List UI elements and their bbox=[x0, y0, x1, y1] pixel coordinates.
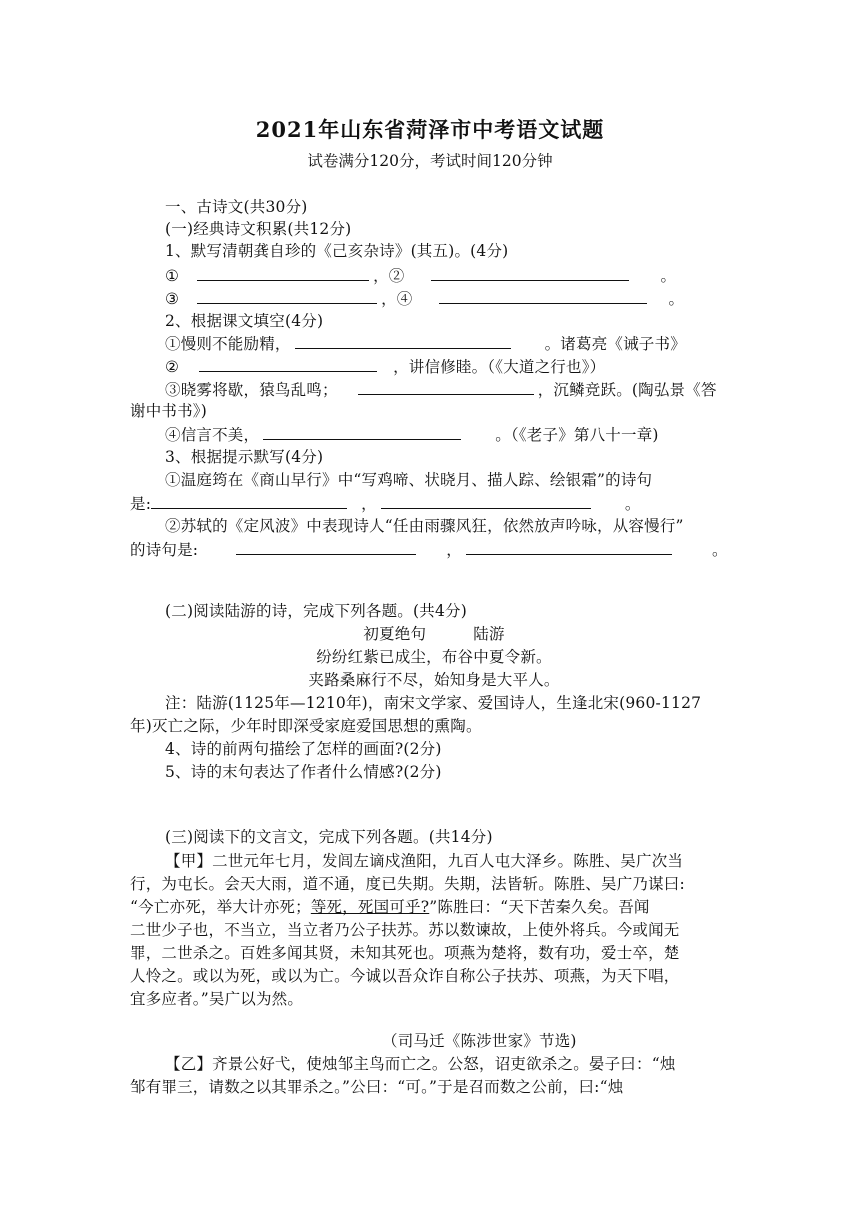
passage-jia-line-7: 宜多应者。”吴广以为然。 bbox=[130, 990, 304, 1008]
exam-subtitle: 试卷满分120分，考试时间120分钟 bbox=[307, 152, 553, 170]
answer-blank[interactable] bbox=[439, 287, 647, 304]
passage-yi-line-1: 【乙】齐景公好弋，使烛邹主鸟而亡之。公怒，诏吏欲杀之。晏子曰：“烛 bbox=[165, 1055, 676, 1073]
passage-jia-line-1: 【甲】二世元年七月，发闾左谪戍渔阳，九百人屯大泽乡。陈胜、吴广次当 bbox=[165, 852, 684, 870]
q2-item-2 bbox=[165, 355, 605, 378]
q1-marker-3: ③ bbox=[165, 290, 180, 308]
q2-item-1 bbox=[165, 332, 686, 355]
q3-item-1-period: 。 bbox=[624, 495, 641, 513]
q1-period-1: 。 bbox=[660, 267, 677, 285]
question-5: 5、诗的末句表达了作者什么情感?(2分) bbox=[165, 763, 442, 781]
q2-item-2-suffix: ，讲信修睦。（《大道之行也》） bbox=[393, 358, 606, 376]
q3-item-1-comma: ， bbox=[361, 495, 377, 513]
q2-item-4 bbox=[165, 423, 659, 446]
answer-blank[interactable] bbox=[295, 332, 511, 349]
question-3: 3、根据提示默写(4分) bbox=[165, 448, 324, 466]
q3-item-1: ①温庭筠在《商山早行》中“写鸡啼、状晓月、描人踪、绘银霜”的诗句 bbox=[165, 471, 653, 489]
poem-line-1: 纷纷红紫已成尘，布谷中夏令新。 bbox=[316, 648, 552, 666]
passage-jia-line-3-start: “今亡亦死，举大计亦死； bbox=[130, 898, 311, 916]
q2-item-4-suffix: 。（《老子》第八十一章) bbox=[495, 426, 659, 444]
section1-heading: 一、古诗文(共30分) bbox=[165, 198, 308, 216]
answer-blank[interactable] bbox=[197, 287, 377, 304]
poem-line-2: 夹路桑麻行不尽，始知身是大平人。 bbox=[308, 671, 560, 689]
q2-item-3 bbox=[165, 378, 717, 401]
answer-blank[interactable] bbox=[358, 378, 534, 395]
q2-item-4-prefix: ④信言不美， bbox=[165, 426, 260, 444]
passage-yi-line-2: 邹有罪三，请数之以其罪杀之。”公曰：“可。”于是召而数之公前，曰:“烛 bbox=[130, 1078, 624, 1096]
answer-blank[interactable] bbox=[199, 355, 377, 372]
passage-source: （司马迁《陈涉世家》节选) bbox=[382, 1032, 577, 1050]
poem-note-1: 注：陆游(1125年—1210年)，南宋文学家、爱国诗人，生逢北宋(960-1127 bbox=[165, 694, 702, 712]
answer-blank[interactable] bbox=[263, 423, 461, 440]
q1-period-2: 。 bbox=[668, 290, 685, 308]
q3-item-2-period: 。 bbox=[711, 541, 728, 559]
subsection1-heading: (一)经典诗文积累(共12分) bbox=[165, 220, 352, 238]
q1-line-1 bbox=[165, 264, 676, 287]
q1-marker-2: ，② bbox=[373, 267, 405, 285]
q3-item-2-prefix: 的诗句是: bbox=[130, 541, 199, 559]
q1-line-2 bbox=[165, 287, 684, 310]
question-4: 4、诗的前两句描绘了怎样的画面?(2分) bbox=[165, 740, 442, 758]
q2-item-3-suffix: ，沉鳞竞跃。(陶弘景《答 bbox=[537, 381, 717, 399]
q2-item-3-prefix: ③晓雾将歇，猿鸟乱鸣； bbox=[165, 381, 338, 399]
exam-title: 2021年山东省菏泽市中考语文试题 bbox=[255, 117, 605, 142]
passage-jia-line-2: 行，为屯长。会天大雨，道不通，度已失期。失期，法皆斩。陈胜、吴广乃谋曰: bbox=[130, 875, 685, 893]
q3-item-1-answer bbox=[130, 492, 641, 515]
answer-blank[interactable] bbox=[197, 264, 369, 281]
answer-blank[interactable] bbox=[381, 492, 591, 509]
q2-item-1-prefix: ①慢则不能励精， bbox=[165, 335, 291, 353]
q1-marker-1: ① bbox=[165, 267, 180, 285]
question-2: 2、根据课文填空(4分) bbox=[165, 312, 324, 330]
poem-note-2: 年)灭亡之际，少年时即深受家庭爱国思想的熏陶。 bbox=[130, 717, 482, 735]
q3-item-2-answer bbox=[130, 538, 728, 561]
q2-item-2-prefix: ② bbox=[165, 358, 180, 376]
passage-jia-line-5: 罪，二世杀之。百姓多闻其贤，未知其死也。项燕为楚将，数有功，爱士卒，楚 bbox=[130, 944, 680, 962]
q2-item-1-suffix: 。诸葛亮《诫子书》 bbox=[544, 335, 686, 353]
q1-marker-4: ，④ bbox=[381, 290, 413, 308]
section3-heading: (三)阅读下的文言文，完成下列各题。(共14分) bbox=[165, 828, 493, 846]
passage-jia-line-3-end: ”陈胜曰：“天下苦秦久矣。吾闻 bbox=[429, 898, 650, 916]
section2-heading: (二)阅读陆游的诗，完成下列各题。(共4分) bbox=[165, 602, 467, 620]
answer-blank[interactable] bbox=[151, 492, 347, 509]
underlined-sentence: 等死，死国可乎? bbox=[310, 898, 430, 916]
answer-blank[interactable] bbox=[236, 538, 416, 555]
q3-item-2-comma: ， bbox=[446, 541, 462, 559]
answer-blank[interactable] bbox=[431, 264, 629, 281]
answer-blank[interactable] bbox=[466, 538, 672, 555]
passage-jia-line-4: 二世少子也，不当立，当立者乃公子扶苏。苏以数谏故，上使外将兵。今或闻无 bbox=[130, 921, 680, 939]
passage-jia-line-3 bbox=[130, 896, 650, 918]
passage-jia-line-6: 人怜之。或以为死，或以为亡。今诚以吾众诈自称公子扶苏、项燕，为天下唱， bbox=[130, 967, 680, 985]
q3-item-2: ②苏轼的《定风波》中表现诗人“任由雨骤风狂，依然放声吟咏，从容慢行” bbox=[165, 517, 684, 535]
poem-title: 初夏绝句 陆游 bbox=[363, 625, 505, 643]
q3-item-1-prefix: 是: bbox=[130, 495, 152, 513]
q2-item-3-continued: 谢中书书》) bbox=[130, 402, 207, 420]
question-1: 1、默写清朝龚自珍的《己亥杂诗》(其五)。(4分) bbox=[165, 242, 509, 260]
